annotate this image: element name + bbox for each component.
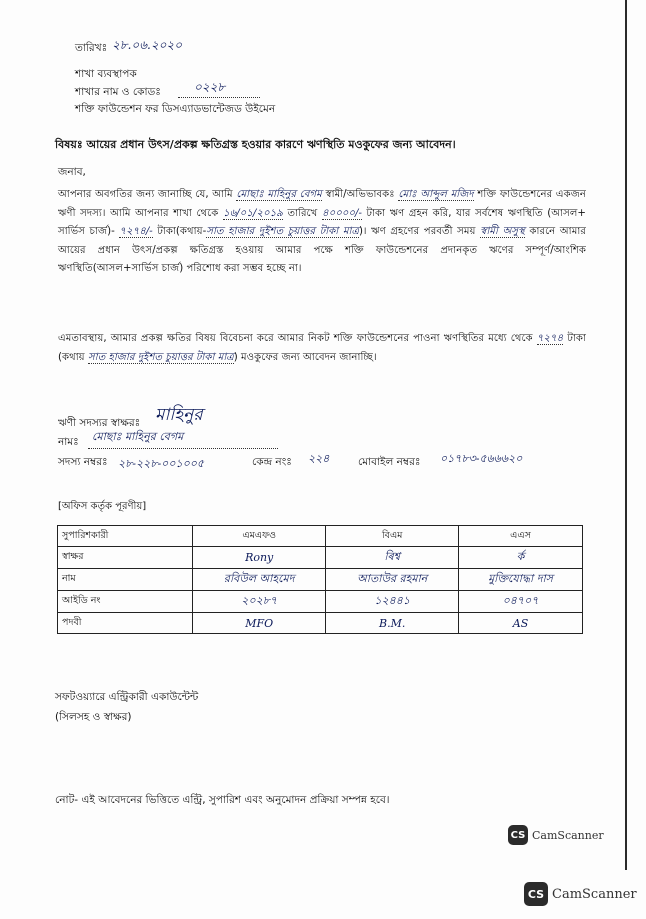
table-row: [58, 591, 583, 613]
center-label: কেন্দ্র নংঃ: [252, 456, 292, 468]
camscanner-logo-icon: CS: [524, 882, 548, 906]
application-paragraph-2: [58, 330, 586, 367]
date-label: তারিখঃ: [75, 42, 108, 54]
signature-cell: ৰিশ্ব: [326, 547, 459, 569]
para1-text-2: স্বামী/অভিভাবকঃ: [325, 189, 395, 200]
para2-text-3: ) মওকুফের জন্য আবেদন জানাচ্ছি।: [233, 351, 377, 363]
balance-words-field: সাত হাজার দুইশত চুয়াত্তর টাকা মাত্র: [206, 226, 359, 237]
salutation: জনাব,: [58, 166, 86, 178]
id-cell: ২০২৮৭: [193, 591, 326, 613]
mobile-label: মোবাইল নম্বরঃ: [358, 456, 421, 468]
camscanner-watermark-outer: [524, 882, 637, 906]
reason-field: স্বামী অসুস্থ: [480, 226, 525, 237]
row-label: নাম: [58, 569, 193, 591]
application-paragraph-1: [58, 186, 586, 279]
software-accountant-line: সফটওয়্যারে এন্ট্রিকারী একাউন্টেন্ট: [55, 691, 199, 703]
designation-cell: MFO: [193, 613, 326, 634]
subject-line: বিষয়ঃ আয়ের প্রধান উৎস/প্রকল্প ক্ষতিগ্রস্ত হওয়ার কারণে ঋণস্থিতি মওকুফের জন্য আবেদন।: [55, 138, 456, 151]
center-value: ২২৪: [308, 452, 330, 465]
signature-cell: Rony: [193, 547, 326, 569]
mobile-value: ০১৭৮৩-৫৬৬৬২০: [440, 452, 523, 465]
recipient-title: শাখা ব্যবস্থাপক: [75, 68, 137, 80]
row-label: স্বাক্ষর: [58, 547, 193, 569]
member-number-label: সদস্য নম্বরঃ: [58, 456, 108, 468]
guardian-name-field: মোঃ আব্দুল মজিদ: [398, 189, 474, 200]
table-header: এমএফও: [193, 526, 326, 547]
organization-name: শক্তি ফাউন্ডেশন ফর ডিসএ্যাডভান্টেজড উইমেন: [75, 103, 276, 115]
page-edge: [625, 0, 627, 870]
table-header-row: [58, 526, 583, 547]
office-recommendation-table: [57, 525, 583, 634]
member-number-value: ২৮-২২৮-০০১০০৫: [118, 457, 205, 470]
para1-text-4: তারিখে: [287, 207, 318, 219]
loan-amount-field: ৪০০০০/-: [321, 207, 362, 219]
branch-label: শাখার নাম ও কোডঃ: [75, 86, 161, 98]
name-cell: মুক্তিযোদ্ধা দাস: [459, 569, 583, 591]
loan-date-field: ১৬/০১/২০১৯: [223, 207, 283, 219]
member-signature-label: ঋণী সদস্যর স্বাক্ষরঃ: [58, 417, 141, 429]
row-label: পদবী: [58, 613, 193, 634]
designation-cell: AS: [459, 613, 583, 634]
table-row: [58, 569, 583, 591]
waiver-amount-field: ৭২৭৪: [536, 333, 564, 344]
table-header: বিএম: [326, 526, 459, 547]
camscanner-brand: CamScanner: [552, 886, 637, 902]
row-label: আইডি নং: [58, 591, 193, 613]
table-header: এএস: [459, 526, 583, 547]
signature-cell: ৰ্ক: [459, 547, 583, 569]
para1-text-6: টাকা(কথায়-: [157, 226, 207, 237]
id-cell: ১২৪৪১: [326, 591, 459, 613]
name-cell: রবিউল আহমেদ: [193, 569, 326, 591]
table-row: [58, 613, 583, 634]
id-cell: ০৪৭০৭: [459, 591, 583, 613]
para1-text-8: কারনে আমার আয়ের প্রধান উৎস/প্রকল্প ক্ষতিগ্রস্ত হওয়ায় আমার পক্ষে শক্তি ফাউন্ডেশনের প্রদানকৃত ঋণের সম্পূর্ণ/আংশিক ঋণস্থিতি(আসল+সার্ভিস চার্জ) পরিশোধ করা সম্ভব হচ্ছে না।: [58, 226, 586, 274]
member-signature: মাহিনুর: [155, 405, 203, 425]
para1-text-5: টাকা ঋণ গ্রহন করি, যার সর্বশেষ ঋণস্থিতি (আসল+ সার্ভিস চার্জ)-: [58, 207, 586, 237]
seal-signature-line: (সিলসহ ও স্বাক্ষর): [55, 711, 132, 723]
name-cell: আতাউর রহমান: [326, 569, 459, 591]
camscanner-watermark-inner: [508, 825, 604, 845]
branch-code: ০২২৮: [194, 80, 226, 94]
para1-text-1: আপনার অবগতির জন্য জানাচ্ছি যে, আমি: [58, 189, 233, 200]
office-use-label: [অফিস কর্তৃক পূরণীয়]: [58, 501, 147, 512]
date-value: ২৮.০৬.২০২০: [112, 38, 183, 52]
balance-field: ৭২৭৪/-: [119, 226, 153, 237]
member-name-label: নামঃ: [58, 436, 79, 448]
para2-text-1: এমতাবস্থায়, আমার প্রকল্প ক্ষতির বিষয় বিবেচনা করে আমার নিকট শক্তি ফাউন্ডেশনের পাওনা ঋণস্থিতির মধ্যে থেকে: [58, 333, 533, 344]
waiver-words-field: সাত হাজার দুইশত চুয়াত্তর টাকা মাত্র: [87, 351, 234, 363]
para1-text-3: শক্তি ফাউন্ডেশনের একজন ঋণী সদস্য। আমি আপনার শাখা থেকে: [58, 189, 586, 219]
table-header: সুপারিশকারী: [58, 526, 193, 547]
member-name-value: মোছাঃ মাহিনুর বেগম: [92, 430, 184, 443]
camscanner-logo-icon: CS: [508, 825, 528, 845]
borrower-name-field: মোছাঃ মাহিনুর বেগম: [236, 189, 322, 200]
note-line: নোট- এই আবেদনের ভিত্তিতে এন্ট্রি, সুপারিশ এবং অনুমোদন প্রক্রিয়া সম্পন্ন হবে।: [55, 794, 390, 806]
para1-text-7: )। ঋণ গ্রহণের পরবর্তী সময়: [358, 226, 476, 237]
designation-cell: B.M.: [326, 613, 459, 634]
table-row: [58, 547, 583, 569]
camscanner-brand: CamScanner: [532, 828, 604, 842]
para2-text-2: টাকা (কথায়: [58, 333, 586, 363]
